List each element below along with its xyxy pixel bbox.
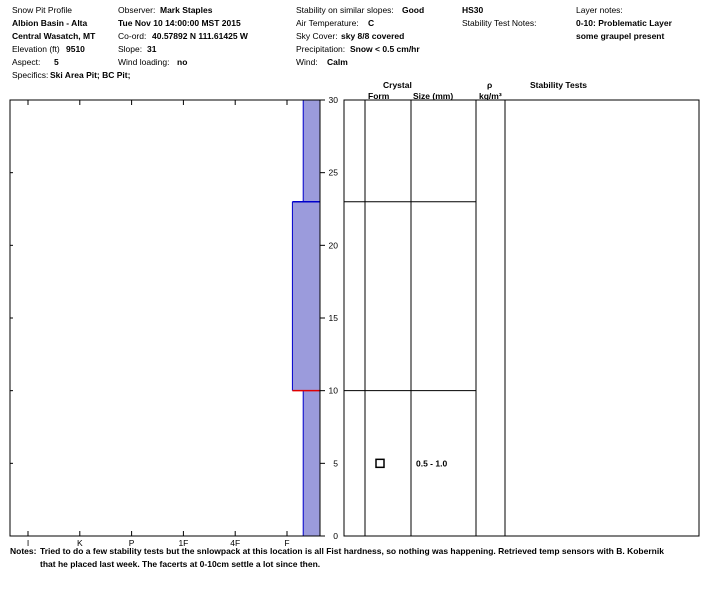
layer-bar-1	[292, 202, 320, 391]
coord-value: 40.57892 N 111.61425 W	[152, 31, 248, 41]
wind-loading-label: Wind loading:	[118, 57, 170, 67]
air-temp-label: Air Temperature:	[296, 18, 359, 28]
stability-notes-label: Stability Test Notes:	[462, 18, 537, 28]
hardness-label-F: F	[284, 538, 290, 548]
region-name: Central Wasatch, MT	[12, 31, 96, 41]
layer-note-1: 0-10: Problematic Layer	[576, 18, 672, 28]
height-label-30: 30	[328, 95, 338, 105]
density-header: ρ	[487, 80, 493, 90]
height-label-15: 15	[328, 313, 338, 323]
layer-bar-2	[303, 100, 320, 202]
location-name: Albion Basin - Alta	[12, 18, 88, 28]
notes-line-1: Tried to do a few stability tests but the snlowpack at this location is all Fist hardness, so nothing was happening. Retrieved temp sensors with B. Kobernik	[40, 546, 664, 556]
hardness-label-K: K	[76, 538, 83, 548]
hardness-label-4F: 4F	[230, 538, 241, 548]
aspect-label: Aspect:	[12, 57, 41, 67]
specifics-value: Ski Area Pit; BC Pit;	[50, 70, 131, 80]
slope-value: 31	[147, 44, 157, 54]
form-header: Form	[368, 91, 390, 101]
wind-label: Wind:	[296, 57, 318, 67]
precipitation-label: Precipitation:	[296, 44, 346, 54]
hardness-label-I: I	[26, 538, 30, 548]
profile-title: Snow Pit Profile	[12, 5, 72, 15]
observer-value: Mark Staples	[160, 5, 213, 15]
height-label-25: 25	[328, 167, 338, 178]
stability-value: Good	[402, 5, 425, 15]
specifics-label: Specifics:	[12, 70, 49, 80]
grain-form-symbol-0	[376, 459, 384, 467]
crystal-header: Crystal	[383, 80, 412, 90]
hardness-label-P: P	[128, 538, 135, 548]
aspect-value: 5	[54, 57, 59, 67]
height-label-5: 5	[333, 458, 338, 469]
observation-datetime: Tue Nov 10 14:00:00 MST 2015	[118, 18, 241, 28]
stability-label: Stability on similar slopes:	[296, 5, 394, 15]
notes-line-2: that he placed last week. The facerts at 0-10cm settle a lot since then.	[40, 559, 321, 569]
sky-cover-value: sky 8/8 covered	[341, 31, 405, 41]
stability-tests-header: Stability Tests	[530, 80, 587, 90]
layer-note-2: some graupel present	[576, 31, 665, 41]
wind-loading-value: no	[177, 57, 188, 67]
layer-table-frame	[344, 100, 699, 536]
slope-label: Slope:	[118, 44, 143, 54]
layer-notes-label: Layer notes:	[576, 5, 623, 15]
density-unit-header: kg/m³	[479, 91, 502, 101]
height-label-20: 20	[328, 240, 338, 251]
hardness-label-1F: 1F	[178, 538, 189, 548]
sky-cover-label: Sky Cover:	[296, 31, 338, 41]
elevation-label: Elevation (ft)	[12, 44, 60, 54]
grain-size-0: 0.5 - 1.0	[416, 458, 448, 469]
size-header: Size (mm)	[413, 91, 454, 101]
precipitation-value: Snow < 0.5 cm/hr	[350, 44, 420, 54]
elevation-value: 9510	[66, 44, 85, 54]
observer-label: Observer:	[118, 5, 156, 15]
notes-label: Notes:	[10, 546, 37, 556]
wind-value: Calm	[327, 57, 348, 67]
air-temp-value: C	[368, 18, 375, 28]
height-label-10: 10	[328, 385, 338, 396]
height-label-0: 0	[333, 531, 338, 541]
layer-bar-0	[303, 391, 320, 536]
coord-label: Co-ord:	[118, 31, 147, 41]
hardness-plot-frame	[10, 100, 320, 536]
hs-value: HS30	[462, 5, 484, 15]
